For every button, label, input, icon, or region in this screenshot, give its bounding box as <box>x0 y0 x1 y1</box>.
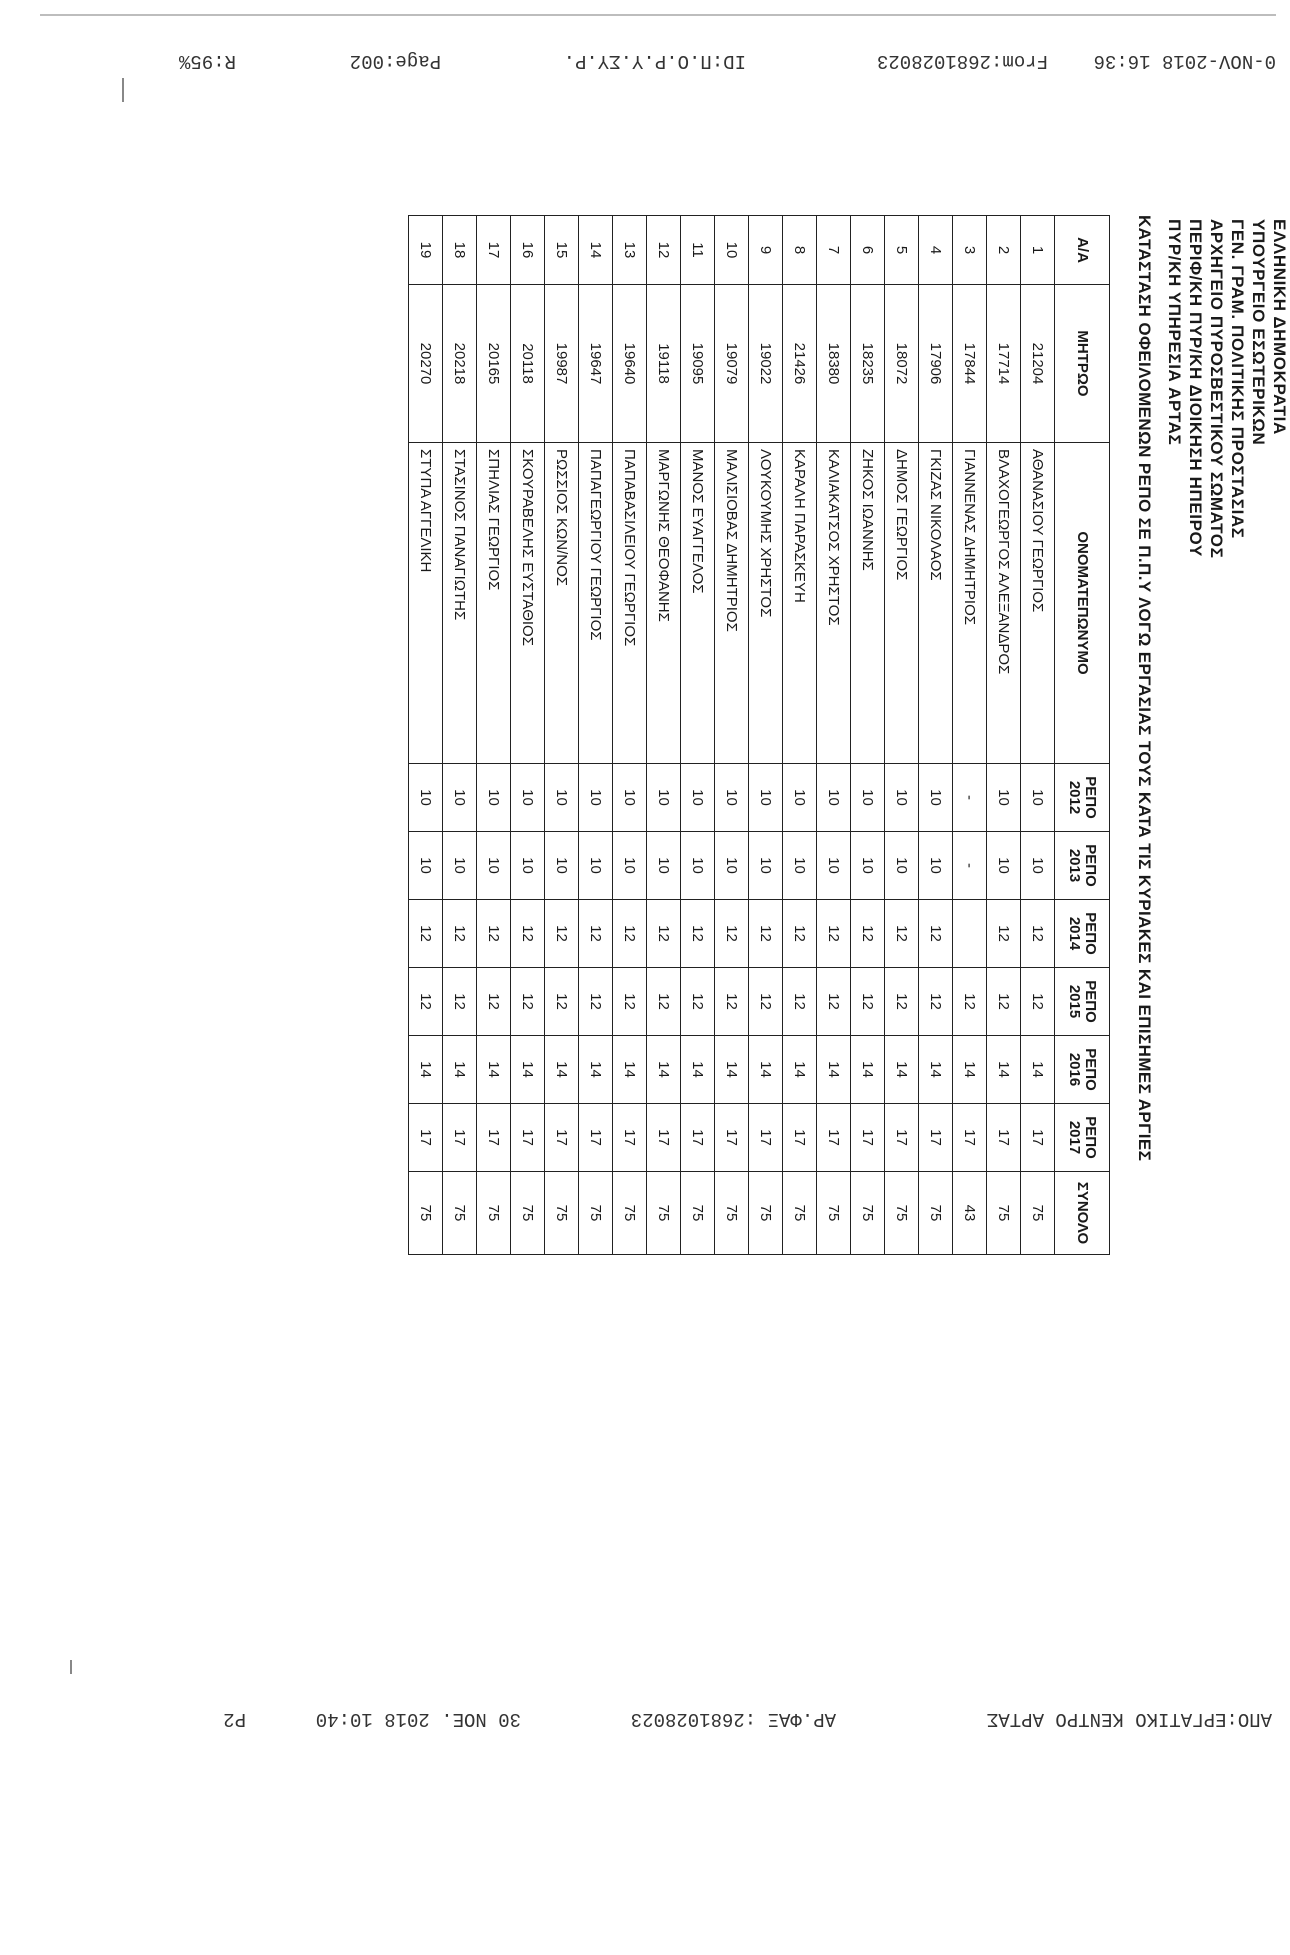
row-repo-2015: 12 <box>511 968 545 1036</box>
row-name: ΜΑΝΟΣ ΕΥΑΓΓΕΛΟΣ <box>681 443 715 764</box>
row-mitroo: 19022 <box>749 285 783 443</box>
row-mitroo: 19095 <box>681 285 715 443</box>
row-repo-2016: 14 <box>817 1036 851 1104</box>
letterhead-line: ΠΕΡΙΦ/ΚΗ ΠΥΡ/ΚΗ ΔΙΟΙΚΗΣΗ ΗΠΕΙΡΟΥ <box>1186 219 1205 557</box>
row-repo-2014: 12 <box>783 900 817 968</box>
row-repo-2012: 10 <box>613 764 647 832</box>
row-total: 75 <box>851 1172 885 1255</box>
table-row <box>545 216 579 1255</box>
header-year-value: 2015 <box>1066 984 1083 1019</box>
table-row <box>511 216 545 1255</box>
header-repo-label: ΡΕΠΟ <box>1082 776 1099 819</box>
fax-received: 30 ΝΟΕ. 2018 10:40 <box>315 1708 521 1730</box>
row-repo-2015: 12 <box>817 968 851 1036</box>
row-aa: 8 <box>783 216 817 285</box>
header-year-value: 2014 <box>1066 916 1083 951</box>
row-name: ΑΘΑΝΑΣΙΟΥ ΓΕΩΡΓΙΟΣ <box>1021 443 1055 764</box>
table-row <box>885 216 919 1255</box>
row-aa: 9 <box>749 216 783 285</box>
header-year-value: 2013 <box>1066 848 1083 883</box>
row-aa: 1 <box>1021 216 1055 285</box>
row-repo-2012: 10 <box>409 764 443 832</box>
row-repo-2012: 10 <box>885 764 919 832</box>
row-mitroo: 20218 <box>443 285 477 443</box>
row-repo-2014: 12 <box>647 900 681 968</box>
header-repo-label: ΡΕΠΟ <box>1082 1116 1099 1159</box>
fax-transmission-header <box>0 14 1276 84</box>
header-year-value: 2017 <box>1066 1120 1083 1155</box>
table-row <box>749 216 783 1255</box>
scan-mark <box>122 78 124 102</box>
fax-date: 0-NOV-2018 16:36 <box>1093 50 1276 72</box>
row-repo-2016: 14 <box>1021 1036 1055 1104</box>
row-total: 75 <box>409 1172 443 1255</box>
row-name: ΜΑΡΓΩΝΗΣ ΘΕΟΦΑΝΗΣ <box>647 443 681 764</box>
row-repo-2017: 17 <box>647 1104 681 1172</box>
row-repo-2015: 12 <box>919 968 953 1036</box>
fax-resolution: R:95% <box>178 50 236 72</box>
row-repo-2013: 10 <box>749 832 783 900</box>
row-repo-2014: 12 <box>579 900 613 968</box>
row-aa: 3 <box>953 216 987 285</box>
row-repo-2013: 10 <box>715 832 749 900</box>
row-repo-2015: 12 <box>681 968 715 1036</box>
row-repo-2013: 10 <box>409 832 443 900</box>
row-repo-2016: 14 <box>783 1036 817 1104</box>
row-repo-2013: 10 <box>851 832 885 900</box>
row-name: ΣΚΟΥΡΑΒΕΛΗΣ ΕΥΣΤΑΘΙΟΣ <box>511 443 545 764</box>
row-repo-2013: 10 <box>885 832 919 900</box>
row-repo-2016: 14 <box>477 1036 511 1104</box>
row-repo-2015: 12 <box>613 968 647 1036</box>
scan-mark <box>70 1660 72 1674</box>
header-year-value: 2012 <box>1066 780 1083 815</box>
row-repo-2014: 12 <box>749 900 783 968</box>
fax-page: Page:002 <box>349 50 441 72</box>
row-repo-2015: 12 <box>545 968 579 1036</box>
header-repo-label: ΡΕΠΟ <box>1082 980 1099 1023</box>
header-year <box>1055 764 1110 832</box>
row-repo-2015: 12 <box>749 968 783 1036</box>
row-repo-2012: 10 <box>647 764 681 832</box>
row-repo-2015: 12 <box>885 968 919 1036</box>
row-repo-2017: 17 <box>681 1104 715 1172</box>
row-mitroo: 21426 <box>783 285 817 443</box>
letterhead-line: ΥΠΟΥΡΓΕΙΟ ΕΣΩΤΕΡΙΚΩΝ <box>1249 219 1268 446</box>
row-repo-2012: 10 <box>749 764 783 832</box>
row-aa: 4 <box>919 216 953 285</box>
row-repo-2014: 12 <box>919 900 953 968</box>
table-row <box>681 216 715 1255</box>
header-aa: Α/Α <box>1055 216 1110 285</box>
row-repo-2017: 17 <box>511 1104 545 1172</box>
row-repo-2015: 12 <box>851 968 885 1036</box>
row-total: 75 <box>647 1172 681 1255</box>
table-row <box>817 216 851 1255</box>
letterhead-line: ΕΛΛΗΝΙΚΗ ΔΗΜΟΚΡΑΤΙΑ <box>1270 219 1289 435</box>
fax-id: ID:Π.Ο.Ρ.Υ.ΣΥ.Ρ. <box>563 50 746 72</box>
row-mitroo: 18235 <box>851 285 885 443</box>
row-aa: 2 <box>987 216 1021 285</box>
row-repo-2016: 14 <box>987 1036 1021 1104</box>
row-aa: 19 <box>409 216 443 285</box>
fax-receipt-footer <box>0 1690 1276 1740</box>
row-aa: 16 <box>511 216 545 285</box>
row-mitroo: 18380 <box>817 285 851 443</box>
row-total: 75 <box>613 1172 647 1255</box>
row-repo-2017: 17 <box>953 1104 987 1172</box>
row-repo-2012: 10 <box>919 764 953 832</box>
row-repo-2016: 14 <box>715 1036 749 1104</box>
row-name: ΚΑΛΙΑΚΑΤΣΟΣ ΧΡΗΣΤΟΣ <box>817 443 851 764</box>
row-aa: 12 <box>647 216 681 285</box>
row-name: ΖΗΚΟΣ ΙΩΑΝΝΗΣ <box>851 443 885 764</box>
row-repo-2017: 17 <box>1021 1104 1055 1172</box>
row-repo-2012: 10 <box>579 764 613 832</box>
table-row <box>919 216 953 1255</box>
row-repo-2013: 10 <box>681 832 715 900</box>
row-total: 75 <box>477 1172 511 1255</box>
header-total: ΣΥΝΟΛΟ <box>1055 1172 1110 1255</box>
table-row <box>409 216 443 1255</box>
table-row <box>987 216 1021 1255</box>
row-name: ΒΛΑΧΟΓΕΩΡΓΟΣ ΑΛΕΞΑΝΔΡΟΣ <box>987 443 1021 764</box>
row-repo-2016: 14 <box>885 1036 919 1104</box>
repo-table <box>408 215 1110 1255</box>
row-repo-2016: 14 <box>749 1036 783 1104</box>
row-repo-2013: 10 <box>783 832 817 900</box>
row-repo-2016: 14 <box>511 1036 545 1104</box>
row-name: ΔΗΜΟΣ ΓΕΩΡΓΙΟΣ <box>885 443 919 764</box>
row-total: 75 <box>545 1172 579 1255</box>
row-repo-2015: 12 <box>953 968 987 1036</box>
row-name: ΓΚΙΖΑΣ ΝΙΚΟΛΑΟΣ <box>919 443 953 764</box>
fax-page-footer: Ρ2 <box>223 1708 246 1730</box>
row-repo-2012: 10 <box>681 764 715 832</box>
row-name: ΚΑΡΑΛΗ ΠΑΡΑΣΚΕΥΗ <box>783 443 817 764</box>
table-header-row <box>1055 216 1110 1255</box>
header-repo-label: ΡΕΠΟ <box>1082 1048 1099 1091</box>
row-repo-2014: 12 <box>851 900 885 968</box>
header-year-value: 2016 <box>1066 1052 1083 1087</box>
row-total: 75 <box>443 1172 477 1255</box>
row-repo-2014: 12 <box>987 900 1021 968</box>
row-total: 75 <box>783 1172 817 1255</box>
row-repo-2017: 17 <box>817 1104 851 1172</box>
row-total: 75 <box>885 1172 919 1255</box>
header-year <box>1055 832 1110 900</box>
row-repo-2013: 10 <box>817 832 851 900</box>
row-total: 75 <box>919 1172 953 1255</box>
row-mitroo: 19640 <box>613 285 647 443</box>
table-row <box>715 216 749 1255</box>
row-mitroo: 21204 <box>1021 285 1055 443</box>
row-aa: 5 <box>885 216 919 285</box>
row-repo-2013: - <box>953 832 987 900</box>
row-repo-2014: 12 <box>613 900 647 968</box>
row-repo-2015: 12 <box>783 968 817 1036</box>
row-repo-2014: 12 <box>715 900 749 968</box>
row-repo-2013: 10 <box>511 832 545 900</box>
row-repo-2014: 12 <box>1021 900 1055 968</box>
row-repo-2014: 12 <box>443 900 477 968</box>
row-repo-2015: 12 <box>409 968 443 1036</box>
row-repo-2015: 12 <box>1021 968 1055 1036</box>
row-name: ΡΩΣΣΙΟΣ ΚΩΝ/ΝΟΣ <box>545 443 579 764</box>
row-repo-2014: 12 <box>545 900 579 968</box>
row-aa: 18 <box>443 216 477 285</box>
fax-number: ΑΡ.ΦΑΞ :2681028023 <box>630 1708 836 1730</box>
row-repo-2017: 17 <box>477 1104 511 1172</box>
header-year <box>1055 1104 1110 1172</box>
row-total: 75 <box>1021 1172 1055 1255</box>
row-repo-2016: 14 <box>613 1036 647 1104</box>
row-mitroo: 20270 <box>409 285 443 443</box>
row-repo-2013: 10 <box>647 832 681 900</box>
row-mitroo: 19647 <box>579 285 613 443</box>
row-repo-2014 <box>953 900 987 968</box>
header-year <box>1055 968 1110 1036</box>
row-mitroo: 20118 <box>511 285 545 443</box>
row-mitroo: 17844 <box>953 285 987 443</box>
row-repo-2015: 12 <box>987 968 1021 1036</box>
letterhead-line: ΑΡΧΗΓΕΙΟ ΠΥΡΟΣΒΕΣΤΙΚΟΥ ΣΩΜΑΤΟΣ <box>1207 219 1226 559</box>
row-repo-2016: 14 <box>681 1036 715 1104</box>
row-repo-2012: 10 <box>715 764 749 832</box>
row-aa: 15 <box>545 216 579 285</box>
fax-from: From:2681028023 <box>876 50 1048 72</box>
row-repo-2017: 17 <box>783 1104 817 1172</box>
row-aa: 13 <box>613 216 647 285</box>
row-mitroo: 19118 <box>647 285 681 443</box>
letterhead-line: ΠΥΡ/ΚΗ ΥΠΗΡΕΣΙΑ ΑΡΤΑΣ <box>1165 219 1184 446</box>
header-repo-label: ΡΕΠΟ <box>1082 844 1099 887</box>
row-repo-2012: 10 <box>783 764 817 832</box>
table-row <box>443 216 477 1255</box>
row-repo-2017: 17 <box>749 1104 783 1172</box>
row-repo-2016: 14 <box>647 1036 681 1104</box>
fax-sender: ΑΠΟ:ΕΡΓΑΤΙΚΟ ΚΕΝΤΡΟ ΑΡΤΑΣ <box>986 1708 1272 1730</box>
row-name: ΜΑΛΙΣΙΟΒΑΣ ΔΗΜΗΤΡΙΟΣ <box>715 443 749 764</box>
letterhead-line: ΓΕΝ. ΓΡΑΜ. ΠΟΛΙΤΙΚΗΣ ΠΡΟΣΤΑΣΙΑΣ <box>1228 219 1247 539</box>
row-repo-2015: 12 <box>443 968 477 1036</box>
row-aa: 6 <box>851 216 885 285</box>
row-repo-2013: 10 <box>545 832 579 900</box>
row-repo-2014: 12 <box>477 900 511 968</box>
row-mitroo: 19987 <box>545 285 579 443</box>
table-row <box>953 216 987 1255</box>
row-repo-2017: 17 <box>885 1104 919 1172</box>
row-repo-2013: 10 <box>987 832 1021 900</box>
letterhead <box>1164 219 1290 1119</box>
row-aa: 10 <box>715 216 749 285</box>
row-repo-2012: 10 <box>817 764 851 832</box>
row-repo-2016: 14 <box>953 1036 987 1104</box>
table-row <box>851 216 885 1255</box>
row-mitroo: 17714 <box>987 285 1021 443</box>
table-row <box>579 216 613 1255</box>
row-repo-2016: 14 <box>409 1036 443 1104</box>
row-repo-2013: 10 <box>613 832 647 900</box>
row-repo-2017: 17 <box>613 1104 647 1172</box>
row-repo-2012: - <box>953 764 987 832</box>
row-repo-2013: 10 <box>1021 832 1055 900</box>
row-name: ΓΙΑΝΝΕΝΑΣ ΔΗΜΗΤΡΙΟΣ <box>953 443 987 764</box>
row-total: 75 <box>511 1172 545 1255</box>
row-repo-2012: 10 <box>477 764 511 832</box>
header-year <box>1055 900 1110 968</box>
row-name: ΣΤΥΠΑ ΑΓΓΕΛΙΚΗ <box>409 443 443 764</box>
row-repo-2016: 14 <box>851 1036 885 1104</box>
row-aa: 7 <box>817 216 851 285</box>
row-repo-2017: 17 <box>409 1104 443 1172</box>
row-aa: 14 <box>579 216 613 285</box>
row-repo-2014: 12 <box>681 900 715 968</box>
row-repo-2013: 10 <box>919 832 953 900</box>
row-total: 75 <box>987 1172 1021 1255</box>
row-repo-2015: 12 <box>647 968 681 1036</box>
row-total: 75 <box>749 1172 783 1255</box>
row-name: ΠΑΠΑΒΑΣΙΛΕΙΟΥ ΓΕΩΡΓΙΟΣ <box>613 443 647 764</box>
row-repo-2012: 10 <box>851 764 885 832</box>
header-repo-label: ΡΕΠΟ <box>1082 912 1099 955</box>
row-total: 43 <box>953 1172 987 1255</box>
row-repo-2012: 10 <box>987 764 1021 832</box>
row-repo-2014: 12 <box>409 900 443 968</box>
row-mitroo: 17906 <box>919 285 953 443</box>
row-repo-2013: 10 <box>443 832 477 900</box>
table-row <box>1021 216 1055 1255</box>
table-row <box>477 216 511 1255</box>
row-repo-2017: 17 <box>443 1104 477 1172</box>
row-repo-2012: 10 <box>511 764 545 832</box>
row-repo-2013: 10 <box>579 832 613 900</box>
header-name: ΟΝΟΜΑΤΕΠΩΝΥΜΟ <box>1055 443 1110 764</box>
row-repo-2017: 17 <box>545 1104 579 1172</box>
row-repo-2012: 10 <box>545 764 579 832</box>
row-total: 75 <box>681 1172 715 1255</box>
row-mitroo: 20165 <box>477 285 511 443</box>
row-name: ΠΑΠΑΓΕΩΡΓΙΟΥ ΓΕΩΡΓΙΟΣ <box>579 443 613 764</box>
row-repo-2014: 12 <box>817 900 851 968</box>
header-year <box>1055 1036 1110 1104</box>
row-repo-2015: 12 <box>715 968 749 1036</box>
row-repo-2014: 12 <box>511 900 545 968</box>
row-total: 75 <box>817 1172 851 1255</box>
table-body <box>409 216 1055 1255</box>
row-repo-2013: 10 <box>477 832 511 900</box>
row-repo-2014: 12 <box>885 900 919 968</box>
row-repo-2017: 17 <box>579 1104 613 1172</box>
table-row <box>613 216 647 1255</box>
row-total: 75 <box>579 1172 613 1255</box>
row-repo-2012: 10 <box>1021 764 1055 832</box>
row-repo-2016: 14 <box>579 1036 613 1104</box>
row-name: ΣΠΗΛΙΑΣ ΓΕΩΡΓΙΟΣ <box>477 443 511 764</box>
row-mitroo: 19079 <box>715 285 749 443</box>
table-row <box>647 216 681 1255</box>
row-repo-2016: 14 <box>443 1036 477 1104</box>
header-mitroo: ΜΗΤΡΩΟ <box>1055 285 1110 443</box>
row-repo-2015: 12 <box>477 968 511 1036</box>
row-aa: 11 <box>681 216 715 285</box>
table-row <box>783 216 817 1255</box>
row-repo-2012: 10 <box>443 764 477 832</box>
row-repo-2017: 17 <box>851 1104 885 1172</box>
row-aa: 17 <box>477 216 511 285</box>
row-repo-2016: 14 <box>545 1036 579 1104</box>
row-total: 75 <box>715 1172 749 1255</box>
row-repo-2017: 17 <box>987 1104 1021 1172</box>
document-title: ΚΑΤΑΣΤΑΣΗ ΟΦΕΙΛΟΜΕΝΩΝ ΡΕΠΟ ΣΕ Π.Π.Υ ΛΟΓΩ ΕΡΓΑΣΙΑΣ ΤΟΥΣ ΚΑΤΑ ΤΙΣ ΚΥΡΙΑΚΕΣ ΚΑΙ ΕΠΙΣΗΜΕΣ ΑΡΓΙΕΣ <box>1135 215 1154 1162</box>
row-repo-2017: 17 <box>715 1104 749 1172</box>
row-mitroo: 18072 <box>885 285 919 443</box>
row-name: ΣΤΑΣΙΝΟΣ ΠΑΝΑΓΙΩΤΗΣ <box>443 443 477 764</box>
row-name: ΛΟΥΚΟΥΜΗΣ ΧΡΗΣΤΟΣ <box>749 443 783 764</box>
row-repo-2016: 14 <box>919 1036 953 1104</box>
row-repo-2017: 17 <box>919 1104 953 1172</box>
row-repo-2015: 12 <box>579 968 613 1036</box>
